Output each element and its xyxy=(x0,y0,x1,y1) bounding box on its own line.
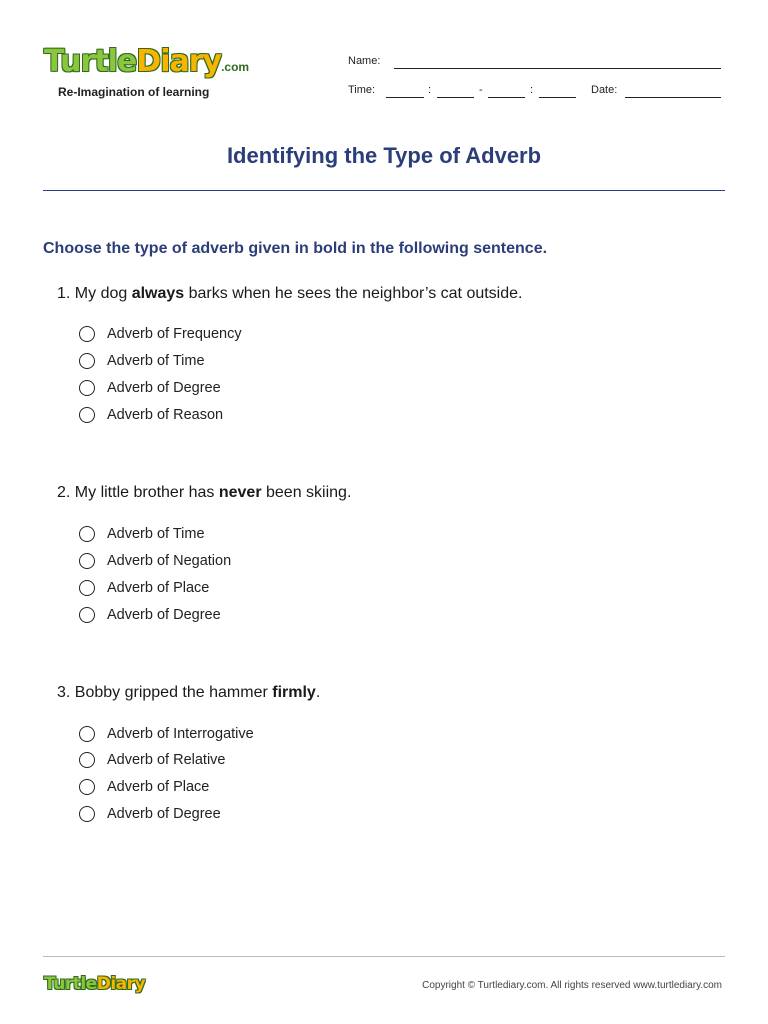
question-3 xyxy=(57,684,320,702)
q3-option-2[interactable] xyxy=(79,750,225,770)
radio-button[interactable] xyxy=(79,353,95,369)
radio-button[interactable] xyxy=(79,580,95,596)
option-label: Adverb of Time xyxy=(107,353,205,369)
q2-option-2[interactable] xyxy=(79,551,231,571)
q1-option-2[interactable] xyxy=(79,351,205,371)
option-label: Adverb of Degree xyxy=(107,806,221,822)
footer-logo xyxy=(44,974,145,994)
radio-button[interactable] xyxy=(79,752,95,768)
date-label: Date: xyxy=(591,84,618,96)
time-minute-end-field[interactable] xyxy=(539,97,576,98)
name-field[interactable] xyxy=(394,68,721,69)
option-label: Adverb of Degree xyxy=(107,380,221,396)
question-bold-word: always xyxy=(131,285,185,302)
footer-logo-word-turtle: Turtle xyxy=(44,974,97,994)
logo-suffix: .com xyxy=(221,60,250,74)
question-1 xyxy=(57,285,522,303)
turtlediary-logo xyxy=(44,46,249,78)
q3-option-3[interactable] xyxy=(79,777,209,797)
time-hour-start-field[interactable] xyxy=(386,97,424,98)
option-label: Adverb of Relative xyxy=(107,752,226,768)
logo-word-turtle: Turtle xyxy=(44,44,137,79)
q1-option-3[interactable] xyxy=(79,378,221,398)
date-field[interactable] xyxy=(625,97,721,98)
option-label: Adverb of Time xyxy=(107,526,205,542)
page-title: Identifying the Type of Adverb xyxy=(226,143,542,168)
radio-button[interactable] xyxy=(79,607,95,623)
q3-option-4[interactable] xyxy=(79,804,221,824)
radio-button[interactable] xyxy=(79,407,95,423)
time-hour-end-field[interactable] xyxy=(488,97,525,98)
option-label: Adverb of Place xyxy=(107,580,210,596)
question-text: been skiing. xyxy=(261,484,352,501)
instruction-text: Choose the type of adverb given in bold in the following sentence. xyxy=(43,240,548,257)
radio-button[interactable] xyxy=(79,553,95,569)
copyright-text: Copyright © Turtlediary.com. All rights reserved www.turtlediary.com xyxy=(422,980,722,991)
time-dash: - xyxy=(479,84,483,96)
time-minute-start-field[interactable] xyxy=(437,97,474,98)
question-text: 3. Bobby gripped the hammer xyxy=(57,684,273,701)
radio-button[interactable] xyxy=(79,779,95,795)
footer-logo-word-diary: Diary xyxy=(96,974,146,994)
option-label: Adverb of Frequency xyxy=(107,326,242,342)
q2-option-4[interactable] xyxy=(79,605,221,625)
option-label: Adverb of Reason xyxy=(107,407,224,423)
tagline: Re-Imagination of learning xyxy=(58,85,210,99)
radio-button[interactable] xyxy=(79,326,95,342)
question-2 xyxy=(57,484,351,502)
radio-button[interactable] xyxy=(79,806,95,822)
q2-option-1[interactable] xyxy=(79,524,205,544)
time-colon-1: : xyxy=(428,84,432,96)
logo-word-diary: Diary xyxy=(136,44,222,79)
question-bold-word: firmly xyxy=(272,684,316,701)
question-text: barks when he sees the neighbor’s cat outside. xyxy=(184,285,523,302)
radio-button[interactable] xyxy=(79,726,95,742)
option-label: Adverb of Interrogative xyxy=(107,726,254,742)
question-text: . xyxy=(315,684,321,701)
footer-divider xyxy=(43,956,725,957)
q2-option-3[interactable] xyxy=(79,578,209,598)
option-label: Adverb of Degree xyxy=(107,607,221,623)
time-label: Time: xyxy=(348,84,376,96)
title-divider xyxy=(43,190,725,191)
radio-button[interactable] xyxy=(79,380,95,396)
time-colon-2: : xyxy=(530,84,534,96)
question-text: 1. My dog xyxy=(57,285,132,302)
option-label: Adverb of Place xyxy=(107,779,210,795)
q3-option-1[interactable] xyxy=(79,724,254,744)
q1-option-4[interactable] xyxy=(79,405,223,425)
q1-option-1[interactable] xyxy=(79,324,242,344)
option-label: Adverb of Negation xyxy=(107,553,232,569)
radio-button[interactable] xyxy=(79,526,95,542)
question-text: 2. My little brother has xyxy=(57,484,219,501)
name-label: Name: xyxy=(348,55,381,67)
question-bold-word: never xyxy=(218,484,262,501)
